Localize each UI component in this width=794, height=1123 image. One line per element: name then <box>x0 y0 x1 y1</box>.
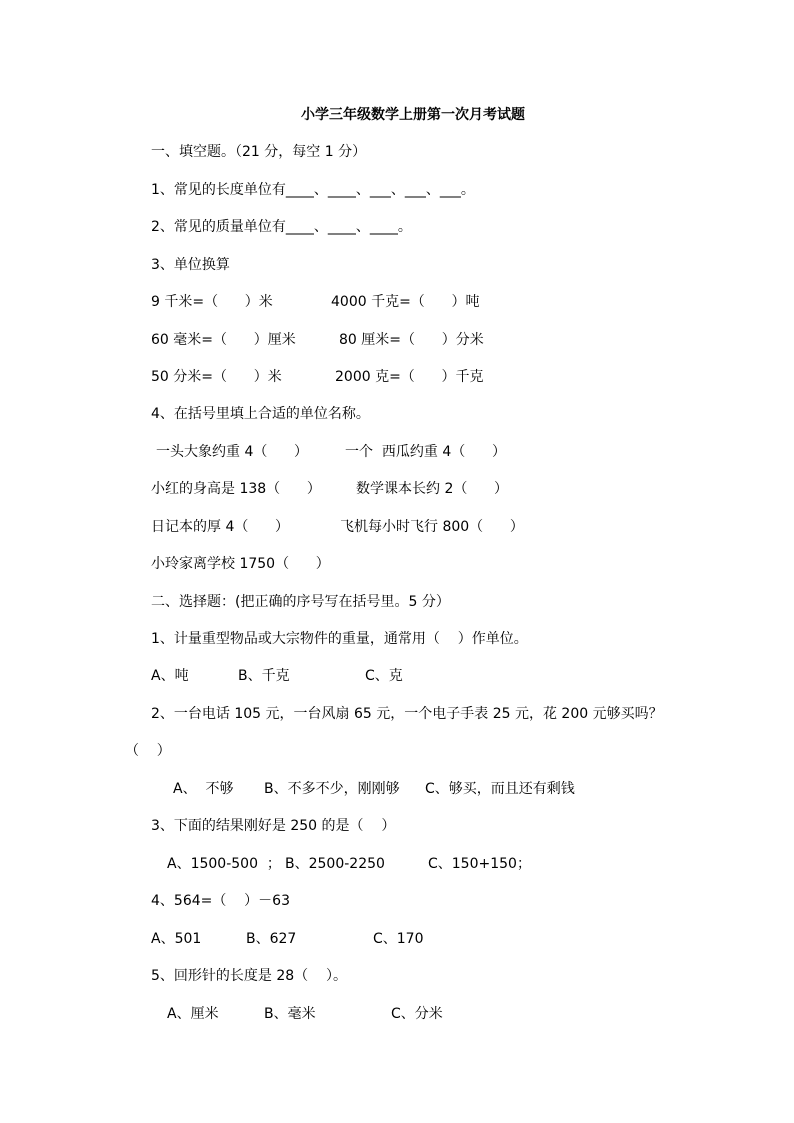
choice-5-option-b: B、毫米 <box>264 1006 316 1022</box>
page-title: 小学三年级数学上册第一次月考试题 <box>301 107 525 123</box>
conversion-row-3-b: 2000 克=（ ）千克 <box>335 369 484 385</box>
unit-row-2-a: 小红的身高是 138（ ） <box>151 481 321 497</box>
section-2-heading: 二、选择题：(把正确的序号写在括号里。5 分） <box>151 594 450 610</box>
question-1-1: 1、常见的长度单位有____、____、___、___、___。 <box>151 182 475 198</box>
choice-2-answer-paren: （ ） <box>125 743 171 759</box>
choice-question-3: 3、下面的结果刚好是 250 的是（ ） <box>151 818 396 834</box>
conversion-row-2-a: 60 毫米=（ ）厘米 <box>151 332 296 348</box>
choice-5-option-c: C、分米 <box>391 1006 443 1022</box>
choice-4-option-a: A、501 <box>151 931 202 947</box>
choice-4-option-b: B、627 <box>246 931 297 947</box>
choice-question-1: 1、计量重型物品或大宗物件的重量，通常用（ ）作单位。 <box>151 631 528 647</box>
choice-2-option-b: B、不多不少，刚刚够 <box>264 781 400 797</box>
conversion-row-1-a: 9 千米=（ ）米 <box>151 294 273 310</box>
choice-question-5: 5、回形针的长度是 28（ ）。 <box>151 968 347 984</box>
unit-row-3-a: 日记本的厚 4（ ） <box>151 519 290 535</box>
conversion-row-2-b: 80 厘米=（ ）分米 <box>339 332 484 348</box>
choice-3-option-c: C、150+150； <box>428 856 531 872</box>
choice-1-option-b: B、千克 <box>238 668 290 684</box>
unit-row-3-b: 飞机每小时飞行 800（ ） <box>340 519 524 535</box>
unit-row-1-b: 一个 西瓜约重 4（ ） <box>345 444 506 460</box>
conversion-row-1-b: 4000 千克=（ ）吨 <box>331 294 480 310</box>
unit-row-2-b: 数学课本长约 2（ ） <box>356 481 509 497</box>
choice-question-4: 4、564=（ ）－63 <box>151 893 290 909</box>
choice-3-option-b: B、2500-2250 <box>285 856 385 872</box>
choice-4-option-c: C、170 <box>373 931 424 947</box>
unit-row-4-a: 小玲家离学校 1750（ ） <box>151 556 330 572</box>
question-1-2: 2、常见的质量单位有____、____、____。 <box>151 219 412 235</box>
choice-question-2: 2、一台电话 105 元，一台风扇 65 元，一个电子手表 25 元，花 200 元够买吗？ <box>151 706 663 722</box>
question-1-3-heading: 3、单位换算 <box>151 257 230 273</box>
conversion-row-3-a: 50 分米=（ ）米 <box>151 369 282 385</box>
choice-5-option-a: A、厘米 <box>167 1006 219 1022</box>
choice-3-option-a: A、1500-500 ； <box>167 856 281 872</box>
section-1-heading: 一、填空题。（21 分，每空 1 分） <box>151 144 367 160</box>
choice-1-option-a: A、吨 <box>151 668 189 684</box>
choice-2-option-c: C、够买，而且还有剩钱 <box>425 781 575 797</box>
choice-2-option-a: A、 不够 <box>173 781 234 797</box>
unit-row-1-a: 一头大象约重 4（ ） <box>156 444 309 460</box>
question-1-4-heading: 4、在括号里填上合适的单位名称。 <box>151 406 370 422</box>
choice-1-option-c: C、克 <box>365 668 403 684</box>
